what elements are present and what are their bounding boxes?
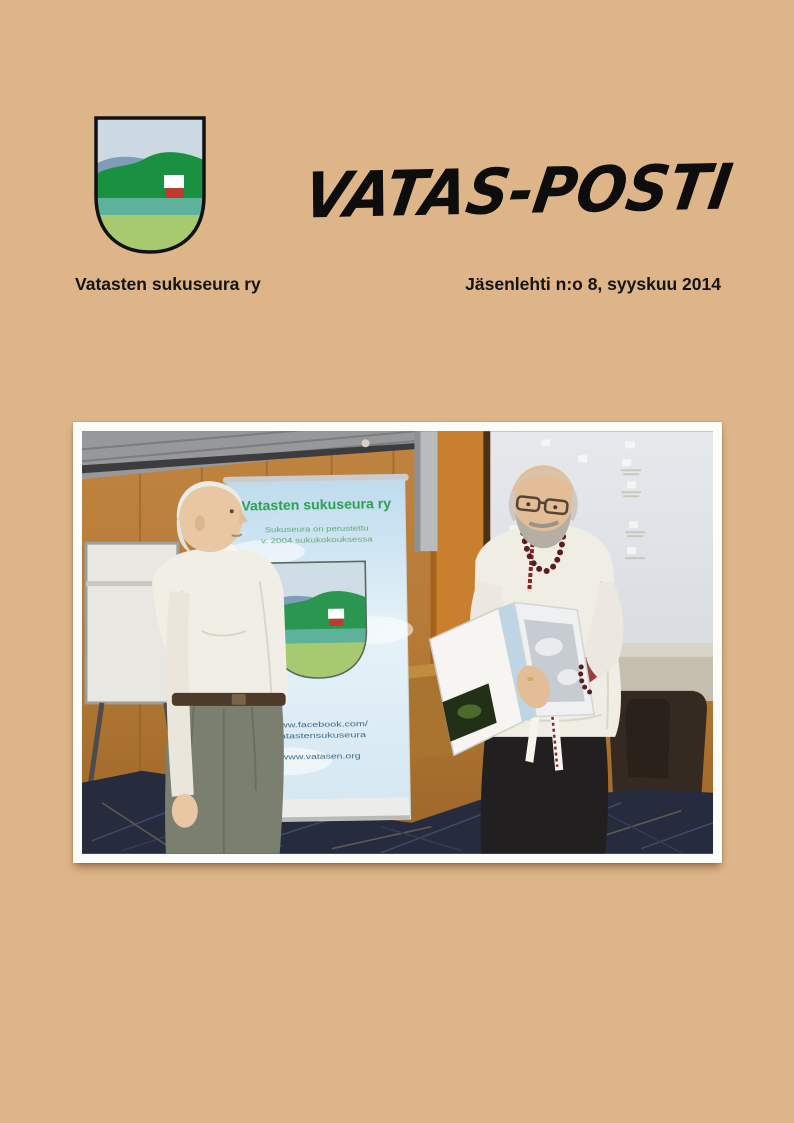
right-man-ring: [527, 677, 533, 681]
banner-tagline-1: Sukuseura on perustettu: [264, 525, 341, 535]
crest-house-wall: [165, 188, 183, 198]
left-man-eye: [230, 509, 234, 513]
left-man-belt: [172, 693, 286, 706]
coat-of-arms: [88, 112, 212, 258]
cover-photo-scene: [82, 431, 713, 854]
metal-pillar-shade: [414, 431, 420, 551]
issue-info: Jäsenlehti n:o 8, syyskuu 2014: [465, 274, 721, 294]
coat-of-arms-graphic: [88, 112, 212, 258]
page-title: VATAS-POSTI: [299, 150, 737, 232]
wall-fixture: [362, 439, 370, 447]
left-man-ear: [195, 515, 205, 531]
banner-facebook-url-1: www.facebook.com/: [272, 719, 339, 730]
banner-tagline-2: v. 2004 sukukokouksessa: [260, 536, 341, 546]
crest-field: [96, 215, 204, 252]
cover-photo: [73, 422, 722, 863]
info-row: [75, 274, 721, 295]
chair-seat: [625, 699, 670, 779]
banner-facebook-url-2: vatastensukuseura: [274, 730, 338, 741]
crest-house-roof: [164, 175, 184, 188]
right-man-eye-right: [553, 505, 557, 509]
org-name: Vatasten sukuseura ry: [75, 274, 261, 294]
right-man-eye-left: [526, 502, 530, 506]
crest-water: [96, 198, 204, 217]
banner-website-url: www.vatasen.org: [280, 751, 338, 762]
right-man-trousers: [481, 733, 609, 854]
banner-title: Vatasten sukuseura ry: [241, 496, 385, 514]
left-man-belt-buckle: [232, 694, 246, 705]
left-man-hand: [172, 794, 198, 828]
